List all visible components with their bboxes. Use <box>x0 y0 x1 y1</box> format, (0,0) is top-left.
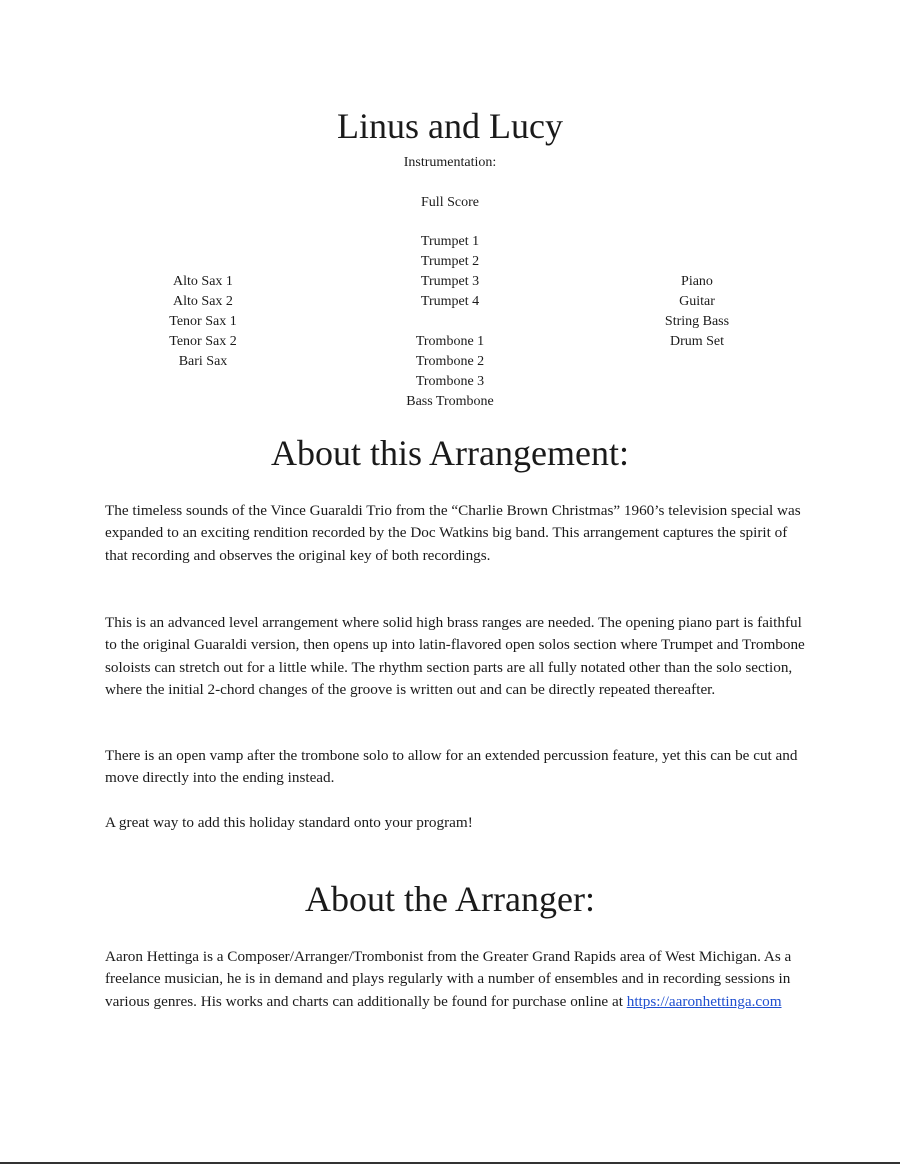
arranger-bio-paragraph <box>105 946 805 1013</box>
instrument-string-bass: String Bass <box>664 314 730 329</box>
arrangement-paragraph-2: This is an advanced level arrangement where solid high brass ranges are needed. The opening piano part is faithful to the original Guaraldi version, then opens up into latin-flavored open solos section where Trumpet and Trombone soloists can stretch out for a little while. The rhythm section parts are all fully notated other than the solo section, where the initial 2-chord changes of the groove is written out and can be directly repeated thereafter. <box>105 614 805 698</box>
brass-spacer <box>350 312 550 332</box>
instrument-trombone-2: Trombone 2 <box>415 354 485 369</box>
arrangement-paragraph-1: The timeless sounds of the Vince Guaraldi Trio from the “Charlie Brown Christmas” 1960’s television special was expanded to an exciting rendition recorded by the Doc Watkins big band. This arrangement captures the spirit of that recording and observes the original key of both recordings. <box>105 502 801 564</box>
instrument-alto-sax-1: Alto Sax 1 <box>173 274 233 289</box>
instrument-tenor-sax-1: Tenor Sax 1 <box>169 314 237 329</box>
page-title: Linus and Lucy <box>337 106 563 146</box>
brass-section-list <box>350 232 550 412</box>
instrument-drum-set: Drum Set <box>669 334 725 349</box>
instrument-piano: Piano <box>681 274 713 289</box>
about-arranger-heading: About the Arranger: <box>305 879 595 919</box>
instrument-bass-trombone: Bass Trombone <box>406 394 494 409</box>
instrumentation-label: Instrumentation: <box>403 155 497 170</box>
instrument-trumpet-1: Trumpet 1 <box>420 234 480 249</box>
instrument-trombone-1: Trombone 1 <box>415 334 485 349</box>
about-arrangement-heading: About this Arrangement: <box>271 433 629 473</box>
arrangement-paragraph-3: There is an open vamp after the trombone solo to allow for an extended percussion feature, yet this can be cut and move directly into the ending instead. <box>105 747 798 787</box>
instrument-trombone-3: Trombone 3 <box>415 374 485 389</box>
instrument-tenor-sax-2: Tenor Sax 2 <box>169 334 237 349</box>
instrument-bari-sax: Bari Sax <box>178 354 228 369</box>
instrument-alto-sax-2: Alto Sax 2 <box>173 294 233 309</box>
instrument-trumpet-2: Trumpet 2 <box>420 254 480 269</box>
instrument-guitar: Guitar <box>679 294 715 309</box>
sax-section-list <box>103 272 303 372</box>
arranger-website-link[interactable]: https://aaronhettinga.com <box>626 992 782 1010</box>
arranger-bio-text: Aaron Hettinga is a Composer/Arranger/Trombonist from the Greater Grand Rapids area of West Michigan. As a freelance musician, he is in demand and plays regularly with a number of ensembles and in recording sessions in various genres. His works and charts can additionally be found for purchase online at <box>105 948 792 1010</box>
rhythm-section-list <box>597 272 797 352</box>
arrangement-paragraph-4: A great way to add this holiday standard onto your program! <box>105 814 473 831</box>
instrument-trumpet-3: Trumpet 3 <box>420 274 480 289</box>
full-score-label: Full Score <box>421 195 479 210</box>
instrument-trumpet-4: Trumpet 4 <box>420 294 480 309</box>
